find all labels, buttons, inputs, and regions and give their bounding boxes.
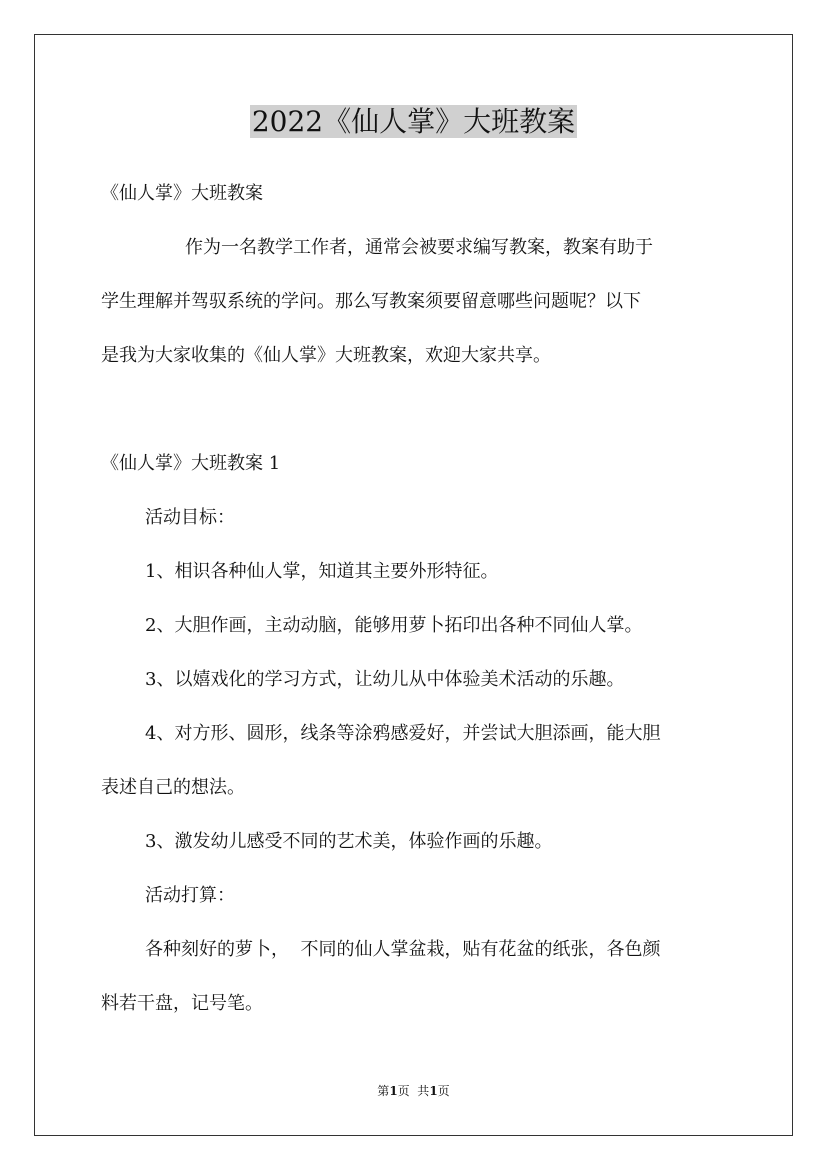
intro-line-1: 作为一名教学工作者，通常会被要求编写教案，教案有助于	[185, 237, 653, 258]
section-heading: 《仙人掌》大班教案 1	[101, 453, 281, 474]
goal-item-4-cont: 表述自己的想法。	[101, 777, 245, 798]
prep-heading: 活动打算：	[145, 885, 235, 906]
goals-heading: 活动目标：	[145, 507, 235, 528]
intro-line-2: 学生理解并驾驭系统的学问。那么写教案须要留意哪些问题呢？以下	[101, 291, 641, 312]
intro-line-3: 是我为大家收集的《仙人掌》大班教案，欢迎大家共享。	[101, 345, 551, 366]
goal-item-1: 1、相识各种仙人掌，知道其主要外形特征。	[145, 561, 499, 582]
document-subtitle: 《仙人掌》大班教案	[101, 183, 263, 204]
prep-line-2: 料若干盘，记号笔。	[101, 993, 263, 1014]
footer-pre: 第	[377, 1084, 390, 1098]
goal-item-3: 3、以嬉戏化的学习方式，让幼儿从中体验美术活动的乐趣。	[145, 669, 625, 690]
page-footer	[0, 1082, 827, 1100]
footer-mid: 页 共	[397, 1084, 430, 1098]
document-title-text: 2022《仙人掌》大班教案	[251, 105, 576, 138]
goal-item-4: 4、对方形、圆形，线条等涂鸦感爱好，并尝试大胆添画，能大胆	[145, 723, 661, 744]
footer-post: 页	[437, 1084, 450, 1098]
footer-page-number: 1	[389, 1084, 398, 1098]
document-title	[0, 100, 827, 144]
goal-item-2: 2、大胆作画，主动动脑，能够用萝卜拓印出各种不同仙人掌。	[145, 615, 643, 636]
prep-line-1: 各种刻好的萝卜， 不同的仙人掌盆栽，贴有花盆的纸张，各色颜	[145, 939, 661, 960]
goal-item-5: 3、激发幼儿感受不同的艺术美，体验作画的乐趣。	[145, 831, 553, 852]
footer-total-pages: 1	[429, 1084, 438, 1098]
